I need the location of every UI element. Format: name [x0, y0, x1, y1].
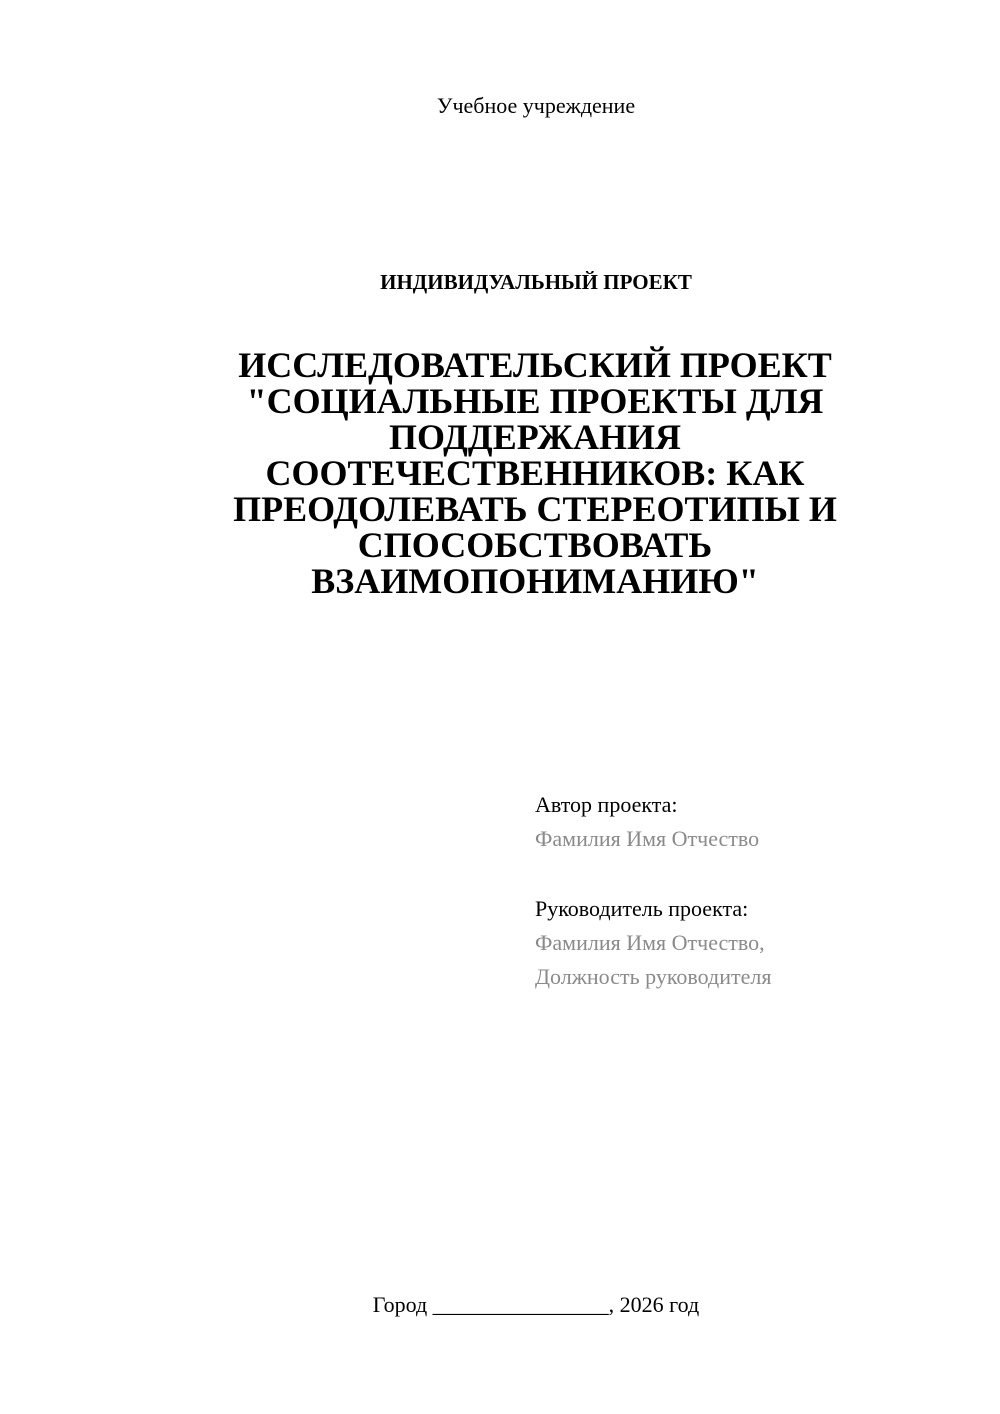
section-spacer	[535, 856, 955, 892]
title-line: ПОДДЕРЖАНИЯ	[388, 417, 682, 457]
title-line: ВЗАИМОПОНИМАНИЮ"	[311, 561, 759, 601]
document-type-label: ИНДИВИДУАЛЬНЫЙ ПРОЕКТ	[380, 270, 692, 294]
title-line: СООТЕЧЕСТВЕННИКОВ: КАК	[265, 453, 805, 493]
title-line: ПРЕОДОЛЕВАТЬ СТЕРЕОТИПЫ И	[233, 489, 837, 529]
institution-name: Учебное учреждение	[436, 93, 636, 118]
title-line: "СОЦИАЛЬНЫЕ ПРОЕКТЫ ДЛЯ	[246, 381, 824, 421]
title-line: ИССЛЕДОВАТЕЛЬСКИЙ ПРОЕКТ	[238, 345, 832, 385]
title-line: СПОСОБСТВОВАТЬ	[357, 525, 713, 565]
supervisor-name-placeholder: Фамилия Имя Отчество,	[535, 930, 765, 955]
supervisor-position-placeholder: Должность руководителя	[535, 964, 772, 989]
project-title	[190, 347, 880, 599]
supervisor-label: Руководитель проекта:	[535, 896, 749, 921]
project-info-block	[535, 788, 955, 994]
author-label: Автор проекта:	[535, 792, 678, 817]
city-year-line: Город ________________, 2026 год	[372, 1292, 700, 1317]
author-name-placeholder: Фамилия Имя Отчество	[535, 826, 760, 851]
